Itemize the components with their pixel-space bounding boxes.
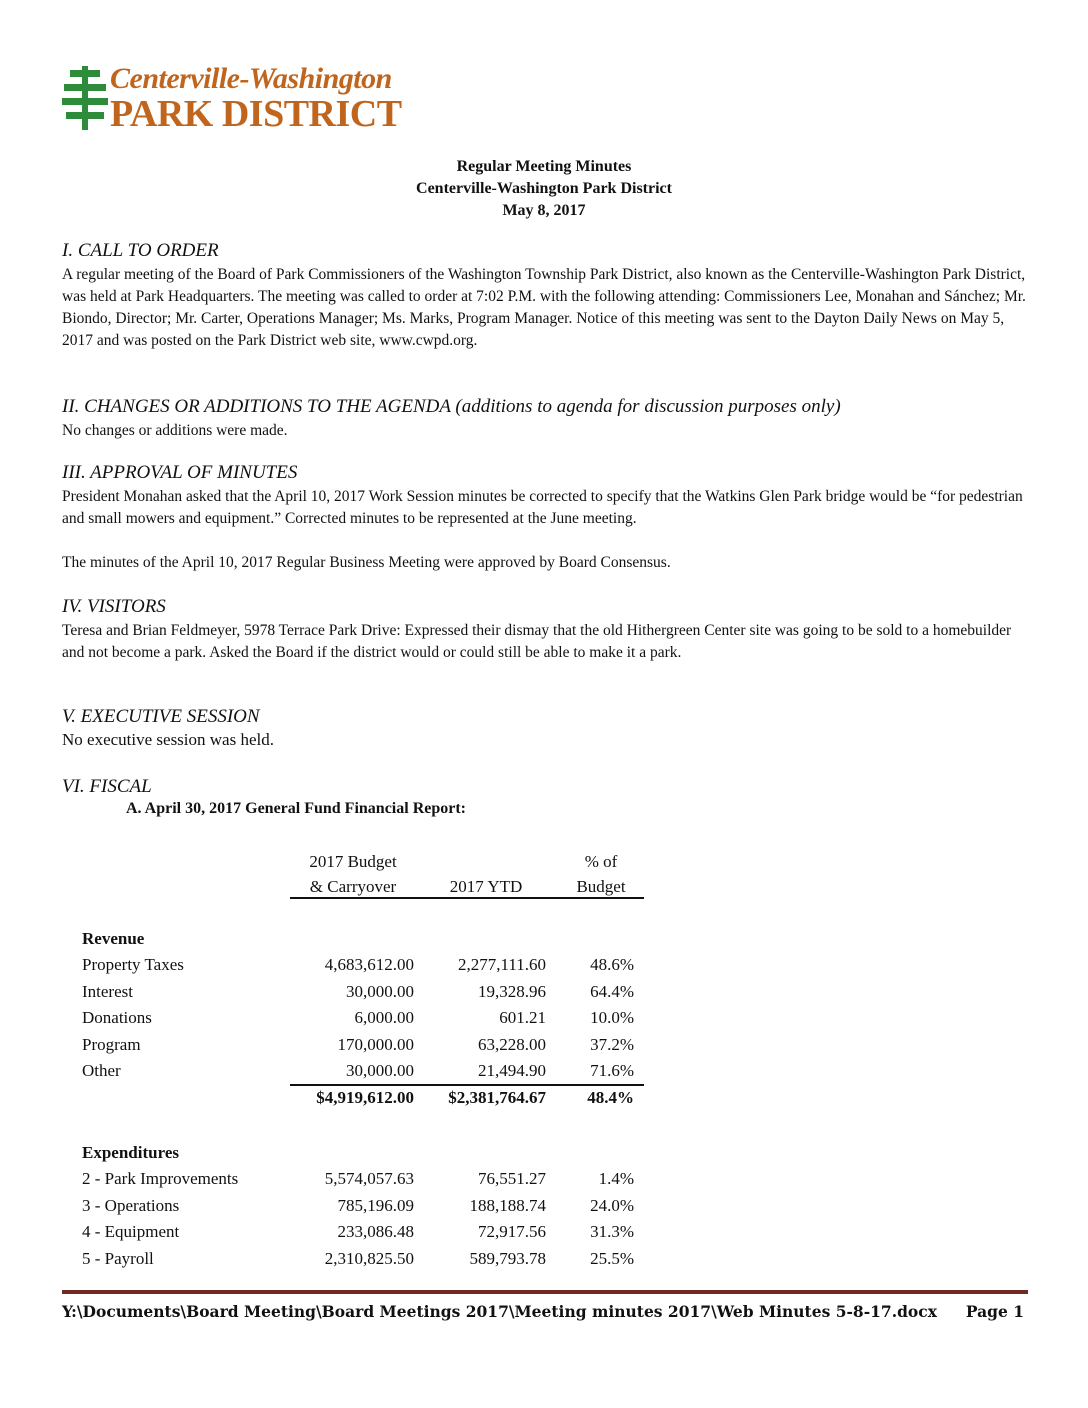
col-header-pct-line2: Budget (576, 877, 626, 896)
section-heading-call-to-order: I. CALL TO ORDER (62, 240, 219, 261)
table-row (82, 1035, 642, 1061)
table-row (82, 1222, 642, 1248)
section-heading-approval: III. APPROVAL OF MINUTES (62, 462, 298, 483)
section-text-executive: No executive session was held. (62, 730, 274, 749)
col-header-ytd: 2017 YTD (449, 877, 523, 896)
footer-rule (62, 1290, 1028, 1294)
section-text-call-to-order: A regular meeting of the Board of Park Commissioners of the Washington Township Park District, also known as the Centerville-Washington Park District, was held at Park Headquarters. The meeting was called to order at 7:02 P.M. with the following attending: Commissioners Lee, Monahan and Sánchez; Mr. Biondo, Director; Mr. Carter, Operations Manager; Ms. Marks, Program Manager. Notice of this meeting was sent to the Dayton Daily News on May 5, 2017 and was posted on the Park District web site, www.cwpd.org. (62, 266, 1026, 349)
cell-pct: 31.3% (590, 1222, 634, 1241)
cell-label: Donations (82, 1008, 152, 1027)
col-header-budget-line1: 2017 Budget (309, 852, 397, 871)
cell-budget: 4,683,612.00 (324, 955, 414, 974)
table-row (82, 1169, 642, 1195)
cell-ytd: 72,917.56 (478, 1222, 546, 1241)
logo-line1: Centerville-Washington (110, 62, 392, 95)
cell-ytd: 19,328.96 (478, 981, 546, 1001)
cell-label: Property Taxes (82, 955, 184, 974)
table-row (82, 1249, 642, 1275)
col-header-pct (560, 849, 642, 899)
document-header (0, 156, 1088, 222)
cell-label: 2 - Park Improvements (82, 1169, 239, 1188)
section-text-approval-2: The minutes of the April 10, 2017 Regular Business Meeting were approved by Board Consensus. (62, 554, 671, 571)
revenue-total-ytd: $2,381,764.67 (448, 1088, 546, 1107)
col-header-pct-line1: % of (584, 852, 618, 871)
cell-budget: 30,000.00 (346, 1061, 414, 1080)
cell-pct: 37.2% (590, 1034, 634, 1054)
cell-label: 4 - Equipment (82, 1222, 180, 1241)
section-heading-agenda: II. CHANGES OR ADDITIONS TO THE AGENDA (additions to agenda for discussion purposes only) (62, 396, 841, 417)
cell-ytd: 2,277,111.60 (458, 955, 546, 974)
cell-ytd: 76,551.27 (478, 1169, 546, 1188)
cell-ytd: 63,228.00 (478, 1034, 546, 1054)
cell-label: Interest (82, 981, 133, 1001)
cell-budget: 170,000.00 (337, 1034, 414, 1054)
cell-pct: 25.5% (590, 1248, 634, 1268)
cell-budget: 30,000.00 (346, 981, 414, 1001)
footer-page-number: Page 1 (965, 1302, 1024, 1321)
document-title: Regular Meeting Minutes (456, 158, 632, 175)
cell-pct: 48.6% (590, 955, 634, 974)
cell-ytd: 188,188.74 (469, 1195, 546, 1215)
revenue-heading: Revenue (82, 929, 145, 948)
table-row (82, 1196, 642, 1222)
cell-budget: 6,000.00 (354, 1008, 414, 1027)
section-heading-visitors: IV. VISITORS (62, 596, 166, 617)
section-text-visitors: Teresa and Brian Feldmeyer, 5978 Terrace Park Drive: Expressed their dismay that the old Hithergreen Center site was going to be sold to a homebuilder and not become a park. Asked the Board if the district would or could still be able to make it a park. (62, 622, 1012, 661)
logo-line2: PARK DISTRICT (110, 93, 402, 135)
cell-label: 5 - Payroll (82, 1248, 154, 1268)
cell-budget: 2,310,825.50 (324, 1248, 414, 1268)
cell-ytd: 589,793.78 (469, 1248, 546, 1268)
col-header-budget (290, 849, 416, 899)
cell-label: Program (82, 1034, 141, 1054)
cell-label: 3 - Operations (82, 1195, 180, 1215)
revenue-total-pct: 48.4% (587, 1088, 634, 1107)
cell-budget: 785,196.09 (337, 1195, 414, 1215)
cell-pct: 24.0% (590, 1195, 634, 1215)
document-org: Centerville-Washington Park District (416, 180, 672, 197)
cell-ytd: 21,494.90 (478, 1061, 546, 1080)
revenue-total-rule (290, 1084, 644, 1086)
table-row (82, 955, 642, 981)
section-heading-fiscal: VI. FISCAL (62, 776, 152, 797)
section-text-agenda: No changes or additions were made. (62, 422, 288, 439)
cell-budget: 233,086.48 (337, 1222, 414, 1241)
footer-file-path: Y:\Documents\Board Meeting\Board Meetings 2017\Meeting minutes 2017\Web Minutes 5-8-17.docx (62, 1302, 937, 1321)
cell-budget: 5,574,057.63 (324, 1169, 414, 1188)
cell-pct: 64.4% (590, 981, 634, 1001)
cell-pct: 1.4% (598, 1169, 634, 1188)
pine-tree-icon (62, 62, 108, 130)
cell-label: Other (82, 1061, 121, 1080)
cell-ytd: 601.21 (499, 1008, 546, 1027)
cell-pct: 10.0% (590, 1008, 634, 1027)
section-text-approval-1: President Monahan asked that the April 10, 2017 Work Session minutes be corrected to specify that the Watkins Glen Park bridge would be “for pedestrian and small mowers and equipment.” Corrected minutes to be represented at the June meeting. (62, 488, 1023, 527)
document-date: May 8, 2017 (502, 202, 586, 219)
col-header-budget-line2: & Carryover (309, 877, 397, 896)
cell-pct: 71.6% (590, 1061, 634, 1080)
subsection-financial-report: A. April 30, 2017 General Fund Financial Report: (126, 800, 466, 817)
section-heading-executive: V. EXECUTIVE SESSION (62, 706, 260, 727)
table-header-rule (290, 897, 644, 899)
expenditures-heading: Expenditures (82, 1143, 179, 1162)
park-district-logo (62, 62, 422, 135)
table-row (82, 1008, 642, 1034)
revenue-total-row (82, 1088, 642, 1114)
table-row (82, 982, 642, 1008)
revenue-total-budget: $4,919,612.00 (316, 1088, 414, 1107)
